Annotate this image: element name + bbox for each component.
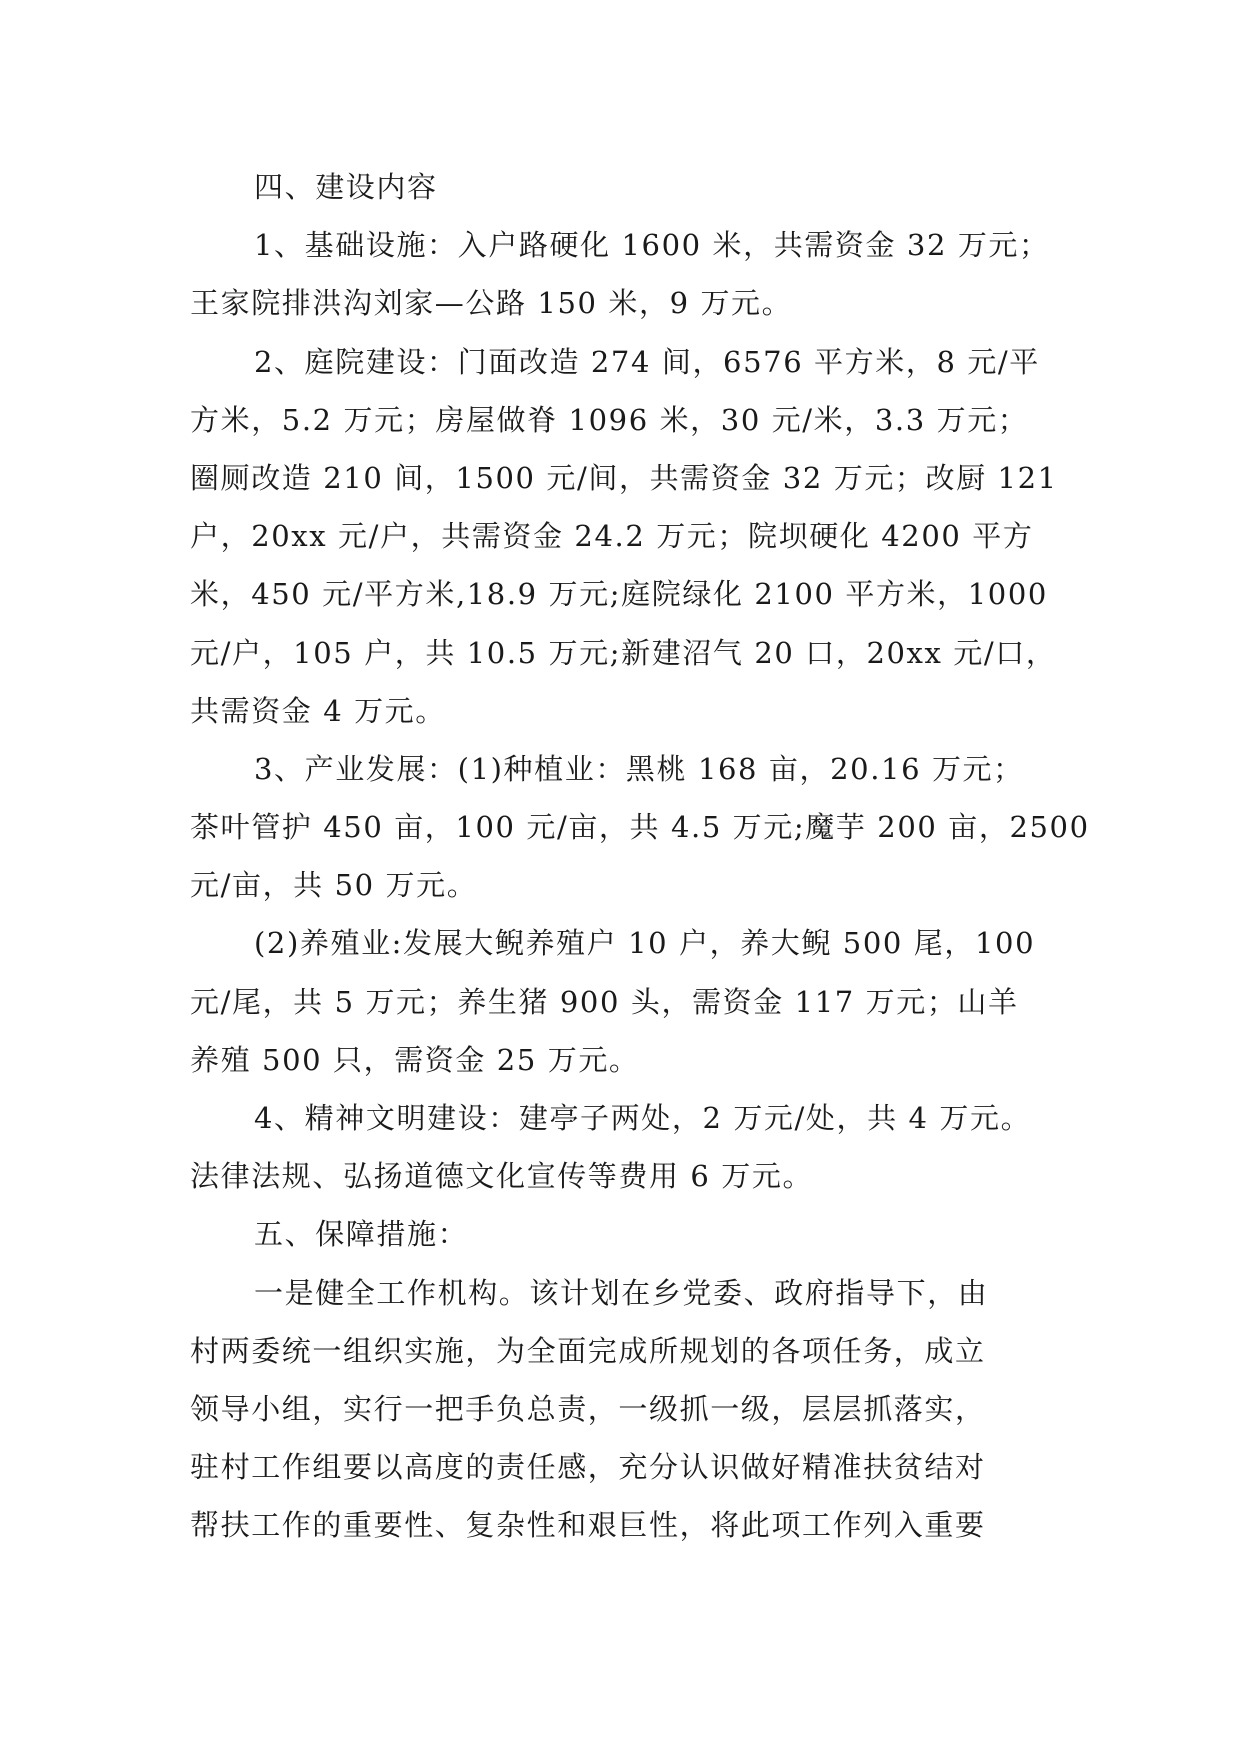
paragraph-line: 1、基础设施：入户路硬化 1600 米，共需资金 32 万元；: [254, 228, 1050, 263]
paragraph-line: 方米，5.2 万元；房屋做脊 1096 米，30 元/米，3.3 万元；: [190, 402, 1029, 437]
paragraph-line: 茶叶管护 450 亩，100 元/亩，共 4.5 万元;魔芋 200 亩，2500: [190, 810, 1090, 845]
paragraph-line: 领导小组，实行一把手负总责，一级抓一级，层层抓落实，: [190, 1391, 986, 1426]
paragraph-line: (2)养殖业:发展大鲵养殖户 10 户，养大鲵 500 尾，100: [254, 926, 1036, 961]
paragraph-line: 村两委统一组织实施，为全面完成所规划的各项任务，成立: [190, 1333, 986, 1368]
paragraph-line: 驻村工作组要以高度的责任感，充分认识做好精准扶贫结对: [190, 1450, 986, 1485]
heading-safeguard-measures: 五、保障措施：: [254, 1217, 469, 1252]
paragraph-line: 圈厕改造 210 间，1500 元/间，共需资金 32 万元；改厨 121: [190, 460, 1058, 495]
paragraph-line: 元/亩，共 50 万元。: [190, 868, 478, 903]
paragraph-line: 米，450 元/平方米,18.9 万元;庭院绿化 2100 平方米，1000: [190, 577, 1048, 612]
paragraph-line: 养殖 500 只，需资金 25 万元。: [190, 1042, 640, 1077]
paragraph-line: 共需资金 4 万元。: [190, 693, 446, 728]
paragraph-line: 法律法规、弘扬道德文化宣传等费用 6 万元。: [190, 1159, 814, 1194]
paragraph-line: 一是健全工作机构。该计划在乡党委、政府指导下，由: [254, 1275, 989, 1310]
paragraph-line: 4、精神文明建设：建亭子两处，2 万元/处，共 4 万元。: [254, 1101, 1032, 1135]
paragraph-line: 王家院排洪沟刘家—公路 150 米，9 万元。: [190, 286, 793, 321]
paragraph-line: 元/户，105 户，共 10.5 万元;新建沼气 20 口，20xx 元/口，: [190, 635, 1057, 670]
document-body: [190, 158, 1090, 1555]
paragraph-line: 2、庭院建设：门面改造 274 间，6576 平方米，8 元/平: [254, 344, 1040, 379]
paragraph-line: 户，20xx 元/户，共需资金 24.2 万元；院坝硬化 4200 平方: [190, 519, 1034, 554]
paragraph-line: 3、产业发展：(1)种植业：黑桃 168 亩，20.16 万元；: [254, 751, 1024, 786]
paragraph-line: 元/尾，共 5 万元；养生猪 900 头，需资金 117 万元；山羊: [190, 984, 1019, 1019]
heading-construction-content: 四、建设内容: [254, 170, 438, 204]
paragraph-line: 帮扶工作的重要性、复杂性和艰巨性，将此项工作列入重要: [190, 1508, 986, 1543]
